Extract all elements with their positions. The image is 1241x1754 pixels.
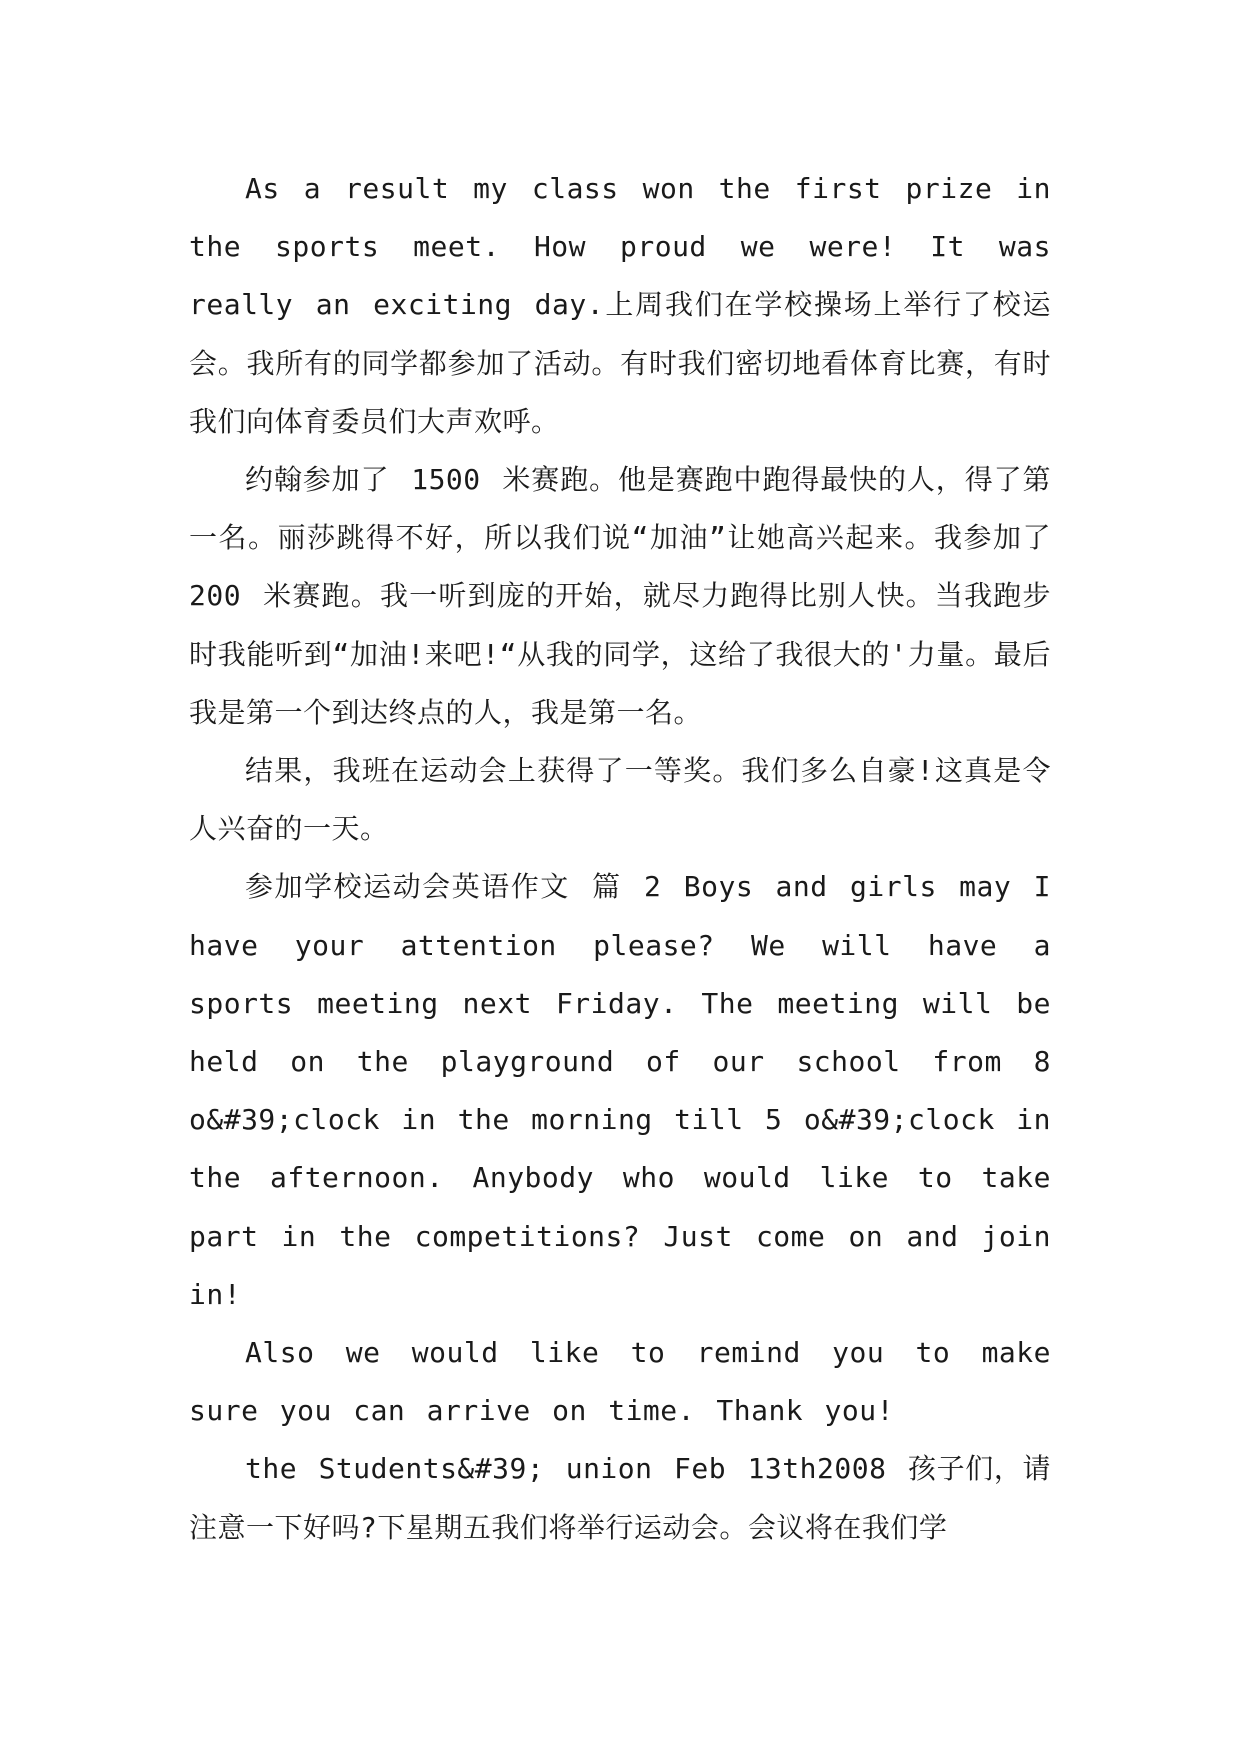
paragraph: 约翰参加了 1500 米赛跑。他是赛跑中跑得最快的人，得了第一名。丽莎跳得不好，所以我们说“加油”让她高兴起来。我参加了 200 米赛跑。我一听到庞的开始，就尽力跑得比别人快。当我跑步时我能听到“加油!来吧!“从我的同学，这给了我很大的'力量。最后我是第一个到达终点的人，我是第一名。 bbox=[189, 463, 1051, 729]
paragraph: 结果，我班在运动会上获得了一等奖。我们多么自豪!这真是令人兴奋的一天。 bbox=[189, 754, 1051, 846]
document-body bbox=[189, 160, 1051, 1557]
paragraph: Also we would like to remind you to make sure you can arrive on time. Thank you! bbox=[189, 1336, 1051, 1428]
paragraph: the Students&#39; union Feb 13th2008 孩子们，请注意一下好吗?下星期五我们将举行运动会。会议将在我们学 bbox=[189, 1452, 1051, 1544]
paragraph: 参加学校运动会英语作文 篇 2 Boys and girls may I have your attention please? We will have a sports meeting next Friday. The meeting will be held on the playground of our school from 8 o&#39;clock in the morning till 5 o&#39;clock in the afternoon. Anybody who would like to take part in the competitions? Just come on and join in! bbox=[189, 870, 1051, 1311]
paragraph: As a result my class won the first prize in the sports meet. How proud we were! It was really an exciting day.上周我们在学校操场上举行了校运会。我所有的同学都参加了活动。有时我们密切地看体育比赛，有时我们向体育委员们大声欢呼。 bbox=[189, 172, 1051, 438]
